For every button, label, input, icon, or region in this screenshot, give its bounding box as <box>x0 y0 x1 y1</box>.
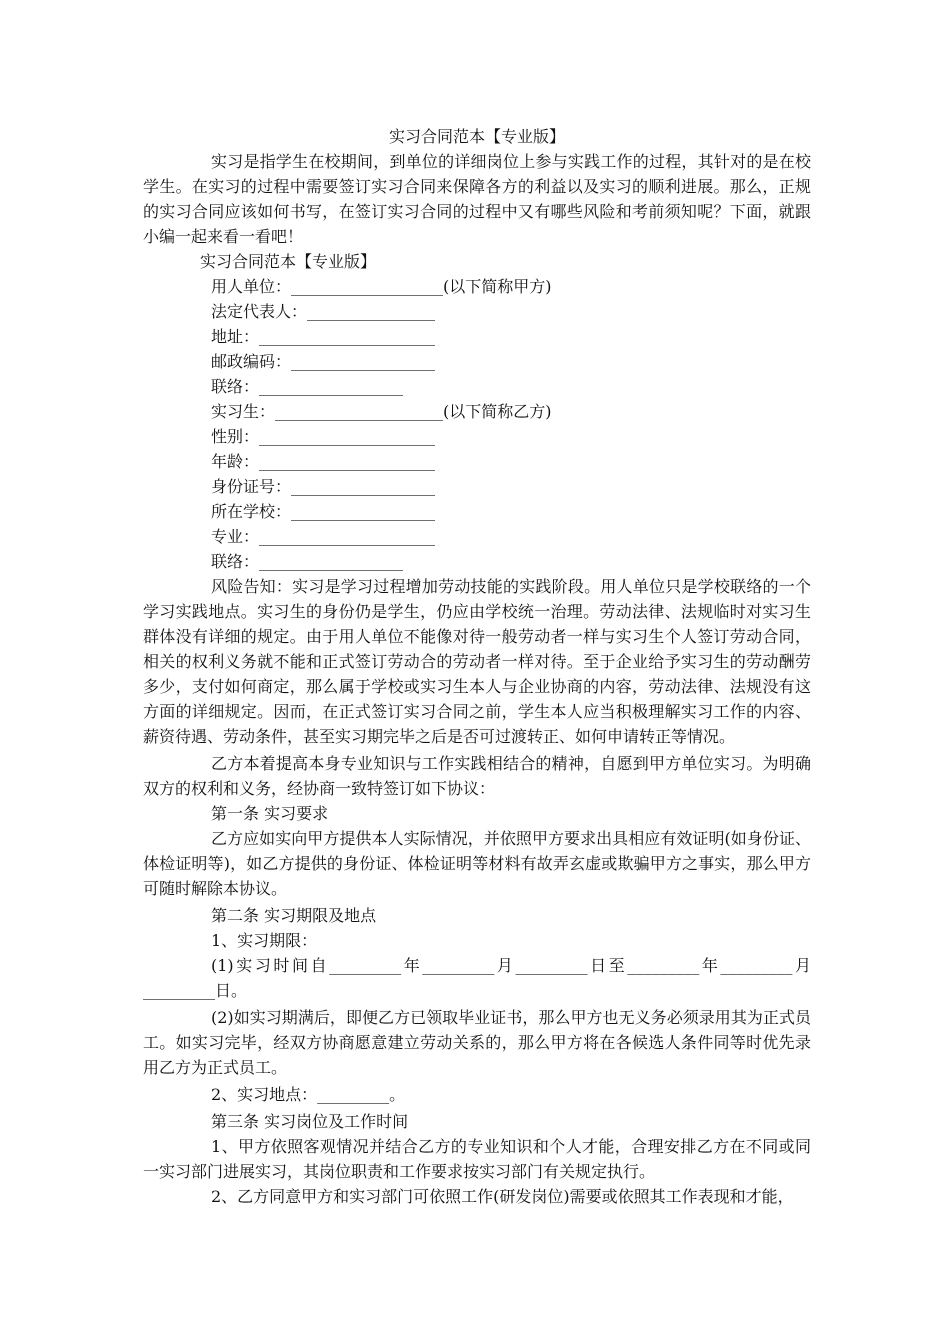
article-3-item-2: 2、乙方同意甲方和实习部门可依照工作(研发岗位)需要或依照其工作表现和才能， <box>211 1187 794 1206</box>
form-field-major: 专业：______________________ <box>211 527 436 546</box>
form-field-employer: 用人单位：___________________(以下简称甲方) <box>211 277 552 296</box>
risk-notice-paragraph: 风险告知：实习是学习过程增加劳动技能的实践阶段。用人单位只是学校联络的一个学习实践地点。实习生的身份仍是学生，仍应由学校统一治理。劳动法律、法规临时对实习生群体没有详细的规定。由于用人单位不能像对待一般劳动者一样与实习生个人签订劳动合同，相关的权利义务就不能和正式签订劳动合的劳动者一样对待。至于企业给予实习生的劳动酬劳多少，支付如何商定，那么属于学校或实习生本人与企业协商的内容，劳动法律、法规没有这方面的详细规定。因而，在正式签订实习合同之前，学生本人应当积极理解实习工作的内容、薪资待遇、劳动条件，甚至实习期完毕之后是否可过渡转正、如何申请转正等情况。 <box>143 577 811 746</box>
form-field-contact-a: 联络：__________________ <box>211 377 404 396</box>
article-2-title: 第二条 实习期限及地点 <box>211 906 377 925</box>
form-field-address: 地址：______________________ <box>211 327 436 346</box>
article-1-body: 乙方应如实向甲方提供本人实际情况，并依照甲方要求出具相应有效证明(如身份证、体检证明等)，如乙方提供的身份证、体检证明等材料有故弄玄虚或欺骗甲方之事实，那么甲方可随时解除本协议。 <box>143 829 811 898</box>
form-field-gender: 性别：______________________ <box>211 427 436 446</box>
form-field-id-number: 身份证号：__________________ <box>211 477 436 496</box>
contract-form <box>143 274 811 574</box>
subtitle: 实习合同范本【专业版】 <box>200 252 377 271</box>
intro-paragraph: 实习是指学生在校期间，到单位的详细岗位上参与实践工作的过程，其针对的是在校学生。在实习的过程中需要签订实习合同来保障各方的利益以及实习的顺利进展。那么，正规的实习合同应该如何书写，在签订实习合同的过程中又有哪些风险和考前须知呢？下面，就跟小编一起来看一看吧！ <box>143 152 811 246</box>
form-field-age: 年龄：______________________ <box>211 452 436 471</box>
article-3-title: 第三条 实习岗位及工作时间 <box>211 1112 409 1131</box>
form-field-school: 所在学校：__________________ <box>211 502 436 521</box>
form-field-postcode: 邮政编码：__________________ <box>211 352 436 371</box>
page-title: 实习合同范本【专业版】 <box>388 127 565 146</box>
article-2-item-1b: (2)如实习期满后，即便乙方已领取毕业证书，那么甲方也无义务必须录用其为正式员工。如实习完毕，经双方协商愿意建立劳动关系的，那么甲方将在各候选人条件同等时优先录用乙方为正式员工。 <box>143 1008 811 1077</box>
article-2-item-2: 2、实习地点：_________。 <box>211 1085 406 1104</box>
document-body <box>143 124 811 1209</box>
article-2-item-1: 1、实习期限： <box>211 931 318 950</box>
form-field-intern: 实习生：_____________________(以下简称乙方) <box>211 402 552 421</box>
form-field-legal-rep: 法定代表人：________________ <box>211 302 436 321</box>
article-1-title: 第一条 实习要求 <box>211 804 329 823</box>
agreement-paragraph: 乙方本着提高本身专业知识与工作实践相结合的精神，自愿到甲方单位实习。为明确双方的权利和义务，经协商一致特签订如下协议： <box>143 754 811 798</box>
article-2-item-1a: (1)实习时间自_________年_________月_________日至_________年_________月_________日。 <box>143 956 811 1000</box>
article-3-item-1: 1、甲方依照客观情况并结合乙方的专业知识和个人才能，合理安排乙方在不同或同一实习部门进展实习，其岗位职责和工作要求按实习部门有关规定执行。 <box>143 1137 811 1181</box>
form-field-contact-b: 联络：__________________ <box>211 552 404 571</box>
